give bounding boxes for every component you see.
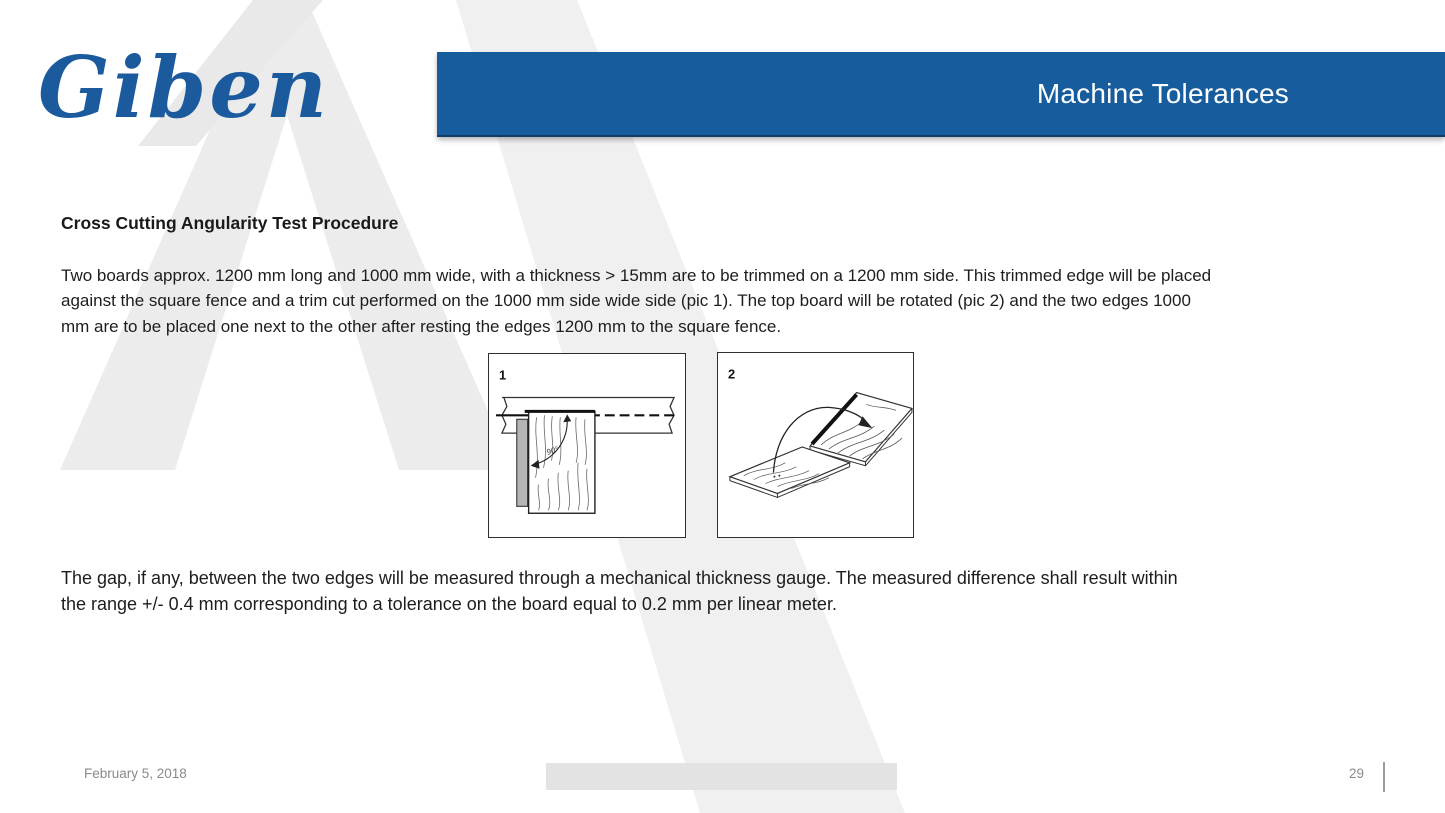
page-number: 29 (1348, 766, 1364, 781)
paragraph-1-line-1: Two boards approx. 1200 mm long and 1000 mm wide, with a thickness > 15mm are to be trimmed on a 1200 mm side. This trimmed edge will be placed (61, 266, 1212, 285)
figure-2-diagram (718, 353, 913, 537)
section-heading: Cross Cutting Angularity Test Procedure (61, 213, 399, 233)
page-title: Machine Tolerances (1036, 77, 1289, 109)
footer-divider (1383, 762, 1385, 792)
figure-1-diagram (489, 354, 685, 537)
paragraph-2-line-1: The gap, if any, between the two edges will be measured through a mechanical thickness gauge. The measured difference shall result within (61, 568, 1178, 588)
paragraph-2 (61, 566, 1178, 618)
figure-2-label: 2 (727, 366, 736, 382)
figure-1 (488, 353, 686, 538)
angle-label: 90° (545, 444, 560, 457)
footer-date: February 5, 2018 (84, 766, 187, 781)
paragraph-1 (61, 263, 1211, 339)
figure-2 (717, 352, 914, 538)
title-bar (437, 52, 1445, 137)
paragraph-1-line-2: against the square fence and a trim cut performed on the 1000 mm side wide side (pic 1). The top board will be rotated (pic 2) and the two edges 1000 (61, 291, 1191, 311)
giben-logo: Giben (38, 38, 330, 137)
figure-1-label: 1 (498, 367, 507, 383)
paragraph-2-line-2: the range +/- 0.4 mm corresponding to a tolerance on the board equal to 0.2 mm per linear meter. (61, 593, 837, 614)
paragraph-1-line-3: mm are to be placed one next to the other after resting the edges 1200 mm to the square fence. (61, 316, 782, 336)
